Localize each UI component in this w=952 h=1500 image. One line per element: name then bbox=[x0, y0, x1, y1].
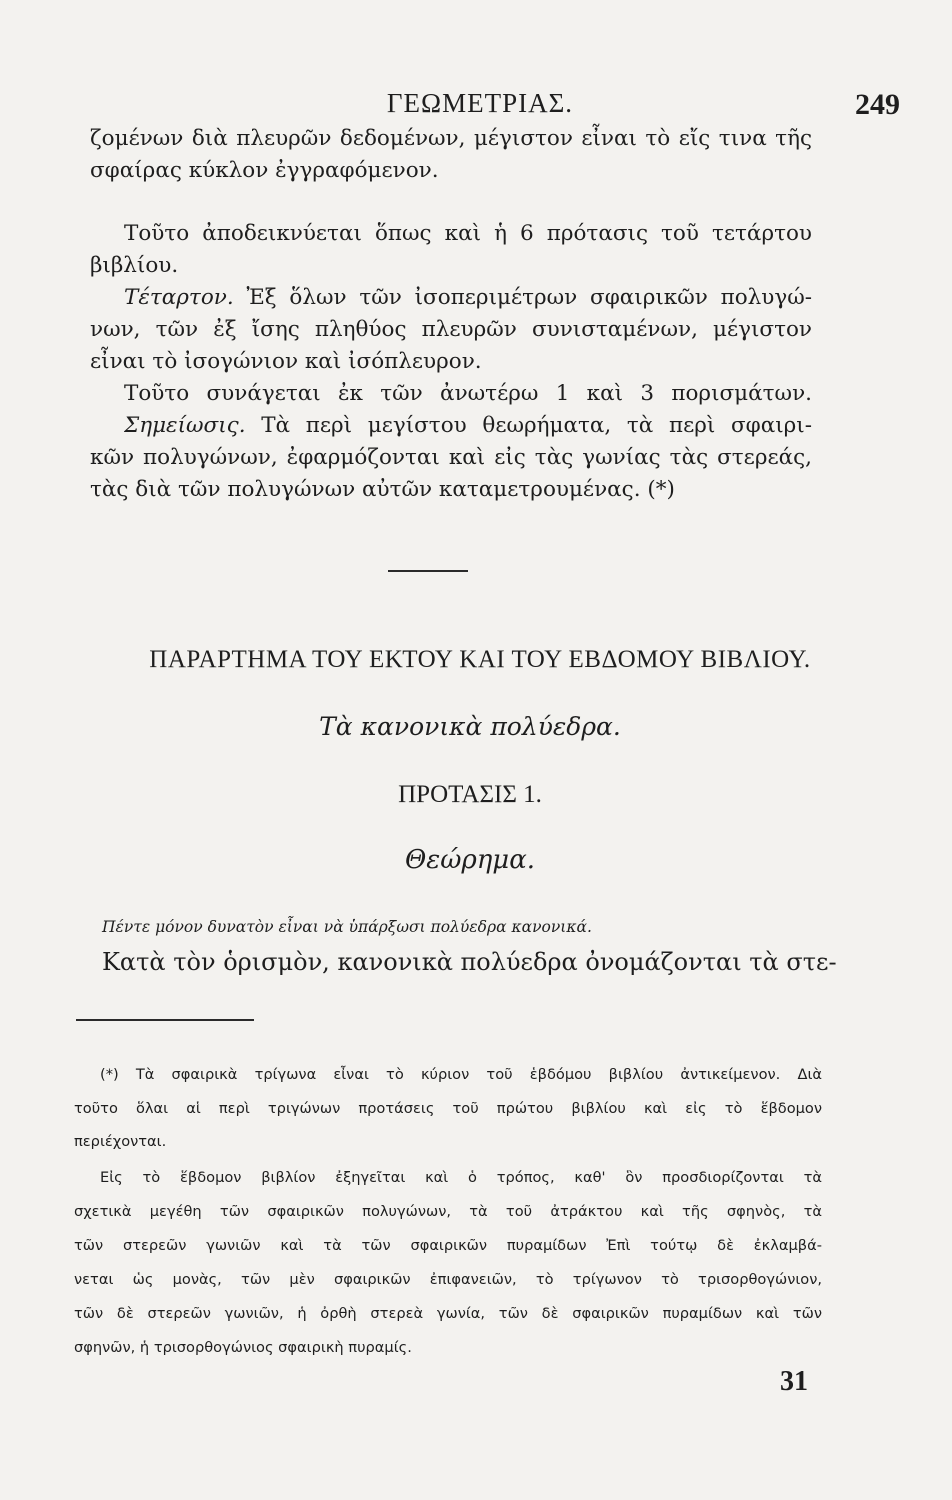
footnote-line: τοῦτο ὅλαι αἱ περὶ τριγώνων προτάσεις τοῦ πρώτου βιβλίου καὶ εἰς τὸ ἕβδομον bbox=[74, 1100, 822, 1117]
footnote-line: τῶν στερεῶν γωνιῶν καὶ τὰ τῶν σφαιρικῶν πυραμίδων Ἐπὶ τούτῳ δὲ ἐκλαμβά- bbox=[74, 1237, 822, 1254]
footnote-line: σχετικὰ μεγέθη τῶν σφαιρικῶν πολυγώνων, τὰ τοῦ ἀτράκτου καὶ τῆς σφηνὸς, τὰ bbox=[74, 1203, 822, 1220]
text-line: βιβλίου. bbox=[90, 253, 179, 278]
text-line-lead-italic bbox=[124, 410, 812, 442]
text-line: κῶν πολυγώνων, ἐφαρμόζονται καὶ εἰς τὰς γωνίας τὰς στερεάς, bbox=[90, 445, 812, 470]
text-line: Τοῦτο συνάγεται ἐκ τῶν ἀνωτέρω 1 καὶ 3 πορισμάτων. bbox=[124, 381, 812, 406]
proposition-heading: ΠΡΟΤΑΣΙΣ 1. bbox=[398, 781, 542, 808]
text-line: τὰς διὰ τῶν πολυγώνων αὐτῶν καταμετρουμένας. (*) bbox=[90, 477, 675, 502]
text-line: νων, τῶν ἐξ ἴσης πληθύος πλευρῶν συνισταμένων, μέγιστον bbox=[90, 317, 812, 342]
page-number: 249 bbox=[855, 88, 900, 121]
text-line: εἶναι τὸ ἰσογώνιον καὶ ἰσόπλευρον. bbox=[90, 349, 482, 374]
footnote-line: νεται ὡς μονὰς, τῶν μὲν σφαιρικῶν ἐπιφανειῶν, τὸ τρίγωνον τὸ τρισορθογώνιον, bbox=[74, 1271, 822, 1288]
footnote-line: σφηνῶν, ἡ τρισορθογώνιος σφαιρικὴ πυραμίς. bbox=[74, 1339, 412, 1356]
text-line-lead-italic bbox=[124, 282, 812, 314]
text-line: σφαίρας κύκλον ἐγγραφόμενον. bbox=[90, 158, 439, 183]
signature-mark: 31 bbox=[780, 1366, 808, 1397]
text-line: ζομένων διὰ πλευρῶν δεδομένων, μέγιστον εἶναι τὸ εἴς τινα τῆς bbox=[90, 126, 812, 151]
theorem-statement: Πέντε μόνον δυνατὸν εἶναι νὰ ὑπάρξωσι πολύεδρα κανονικά. bbox=[102, 918, 592, 936]
header-title: ΓΕΩΜΕΤΡΙΑΣ. bbox=[386, 88, 574, 118]
text-line: Τοῦτο ἀποδεικνύεται ὅπως καὶ ἡ 6 πρότασις τοῦ τετάρτου bbox=[124, 221, 812, 246]
text-line-rest: Τὰ περὶ μεγίστου θεωρήματα, τὰ περὶ σφαιρι- bbox=[245, 413, 812, 438]
section-lead: Σημείωσις. bbox=[124, 413, 246, 438]
section-lead: Τέταρτον. bbox=[124, 285, 234, 310]
footnote-line: (*) Τὰ σφαιρικὰ τρίγωνα εἶναι τὸ κύριον τοῦ ἑβδόμου βιβλίου ἀντικείμενον. Διὰ bbox=[100, 1066, 822, 1083]
text-line-rest: Ἐξ ὅλων τῶν ἰσοπεριμέτρων σφαιρικῶν πολυγώ- bbox=[233, 285, 812, 310]
footnote-line: Εἰς τὸ ἕβδομον βιβλίον ἐξηγεῖται καὶ ὁ τρόπος, καθ' ὃν προσδιορίζονται τὰ bbox=[100, 1169, 822, 1186]
section-divider bbox=[388, 570, 468, 572]
appendix-title: ΠΑΡΑΡΤΗΜΑ ΤΟΥ ΕΚΤΟΥ ΚΑΙ ΤΟΥ ΕΒΔΟΜΟΥ ΒΙΒΛΙΟΥ. bbox=[149, 646, 811, 673]
definition-line: Κατὰ τὸν ὁρισμὸν, κανονικὰ πολύεδρα ὀνομάζονται τὰ στε- bbox=[102, 948, 837, 976]
theorem-label: Θεώρημα. bbox=[404, 845, 536, 875]
running-header bbox=[60, 88, 900, 124]
footnote-line: τῶν δὲ στερεῶν γωνιῶν, ἡ ὀρθὴ στερεὰ γωνία, τῶν δὲ σφαιρικῶν πυραμίδων καὶ τῶν bbox=[74, 1305, 822, 1322]
section-subtitle: Τὰ κανονικὰ πολύεδρα. bbox=[319, 712, 621, 741]
footnote-rule bbox=[76, 1019, 254, 1021]
footnote-line: περιέχονται. bbox=[74, 1133, 167, 1150]
